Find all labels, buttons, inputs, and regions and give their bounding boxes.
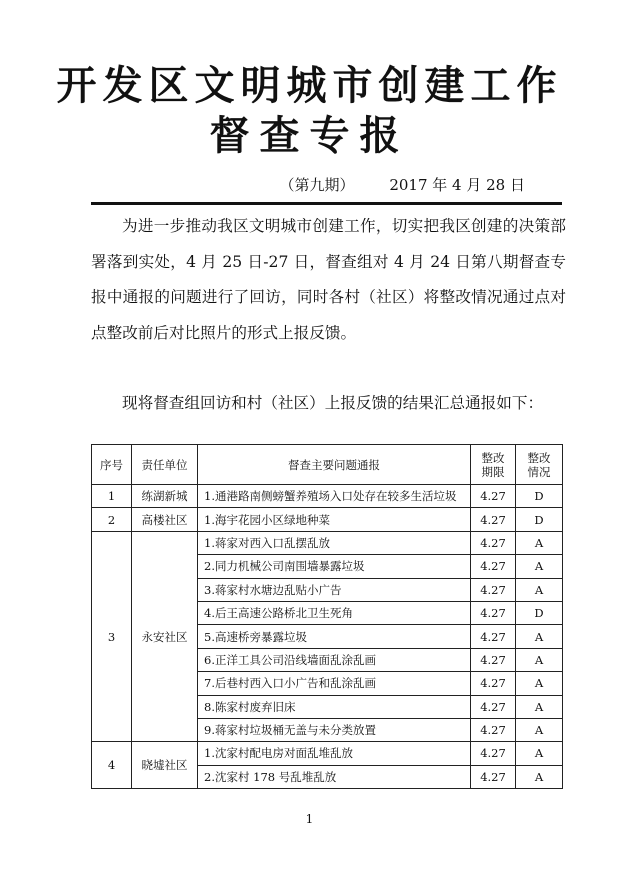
table-row <box>92 508 563 531</box>
row-number: 1 <box>92 485 132 508</box>
status: A <box>516 578 563 601</box>
issue-description: 1.沈家村配电房对面乱堆乱放 <box>198 742 471 765</box>
issue-description: 4.后王高速公路桥北卫生死角 <box>198 601 471 624</box>
issue-description: 9.蒋家村垃圾桶无盖与未分类放置 <box>198 718 471 741</box>
deadline: 4.27 <box>471 718 516 741</box>
status: D <box>516 601 563 624</box>
status: A <box>516 718 563 741</box>
status: A <box>516 648 563 671</box>
table-header-row <box>92 445 563 485</box>
status: D <box>516 508 563 531</box>
issue-description: 3.蒋家村水塘边乱贴小广告 <box>198 578 471 601</box>
status: D <box>516 485 563 508</box>
intro-paragraph: 为进一步推动我区文明城市创建工作，切实把我区创建的决策部署落到实处，4 月 25 日-27 日，督查组对 4 月 24 日第八期督查专报中通报的问题进行了回访，同时各村（社区）将整改情况通过点对点整改前后对比照片的形式上报反馈。 <box>91 217 566 342</box>
page-number: 1 <box>305 812 314 826</box>
issue-description: 2.同力机械公司南围墙暴露垃圾 <box>198 555 471 578</box>
deadline: 4.27 <box>471 625 516 648</box>
issue-description: 5.高速桥旁暴露垃圾 <box>198 625 471 648</box>
row-number: 4 <box>92 742 132 789</box>
header-deadline <box>471 445 516 485</box>
table-body <box>92 485 563 789</box>
issue-number: （第九期） <box>279 176 355 194</box>
header-unit: 责任单位 <box>132 445 198 485</box>
header-no: 序号 <box>92 445 132 485</box>
issue-description: 1.蒋家对西入口乱摆乱放 <box>198 531 471 554</box>
inspection-table <box>91 444 563 789</box>
deadline: 4.27 <box>471 765 516 788</box>
issue-info <box>280 174 525 196</box>
header-status-text: 整改情况 <box>527 450 551 479</box>
row-number: 3 <box>92 531 132 742</box>
deadline: 4.27 <box>471 695 516 718</box>
status: A <box>516 625 563 648</box>
deadline: 4.27 <box>471 555 516 578</box>
deadline: 4.27 <box>471 742 516 765</box>
issue-description: 6.正洋工具公司沿线墙面乱涂乱画 <box>198 648 471 671</box>
table-row <box>92 742 563 765</box>
header-deadline-text: 整改期限 <box>481 450 505 479</box>
status: A <box>516 765 563 788</box>
deadline: 4.27 <box>471 672 516 695</box>
issue-description: 1.海宇花园小区绿地种菜 <box>198 508 471 531</box>
summary-paragraph: 现将督查组回访和村（社区）上报反馈的结果汇总通报如下： <box>122 394 544 412</box>
report-title-line1: 开发区文明城市创建工作 <box>56 62 563 109</box>
deadline: 4.27 <box>471 485 516 508</box>
status: A <box>516 742 563 765</box>
header-issue: 督查主要问题通报 <box>198 445 471 485</box>
report-title-line2: 督查专报 <box>209 112 410 159</box>
status: A <box>516 555 563 578</box>
row-number: 2 <box>92 508 132 531</box>
issue-date: 2017 年 4 月 28 日 <box>389 176 525 194</box>
header-divider <box>91 202 562 205</box>
deadline: 4.27 <box>471 648 516 671</box>
responsible-unit: 练湖新城 <box>132 485 198 508</box>
status: A <box>516 695 563 718</box>
status: A <box>516 672 563 695</box>
table-row <box>92 531 563 554</box>
header-status <box>516 445 563 485</box>
deadline: 4.27 <box>471 508 516 531</box>
issue-description: 8.陈家村废弃旧床 <box>198 695 471 718</box>
responsible-unit: 高楼社区 <box>132 508 198 531</box>
responsible-unit: 晓墟社区 <box>132 742 198 789</box>
deadline: 4.27 <box>471 578 516 601</box>
issue-description: 7.后巷村西入口小广告和乱涂乱画 <box>198 672 471 695</box>
table-row <box>92 485 563 508</box>
deadline: 4.27 <box>471 601 516 624</box>
responsible-unit: 永安社区 <box>132 531 198 742</box>
issue-description: 1.通港路南侧螃蟹养殖场入口处存在较多生活垃圾 <box>198 485 471 508</box>
status: A <box>516 531 563 554</box>
deadline: 4.27 <box>471 531 516 554</box>
issue-description: 2.沈家村 178 号乱堆乱放 <box>198 765 471 788</box>
